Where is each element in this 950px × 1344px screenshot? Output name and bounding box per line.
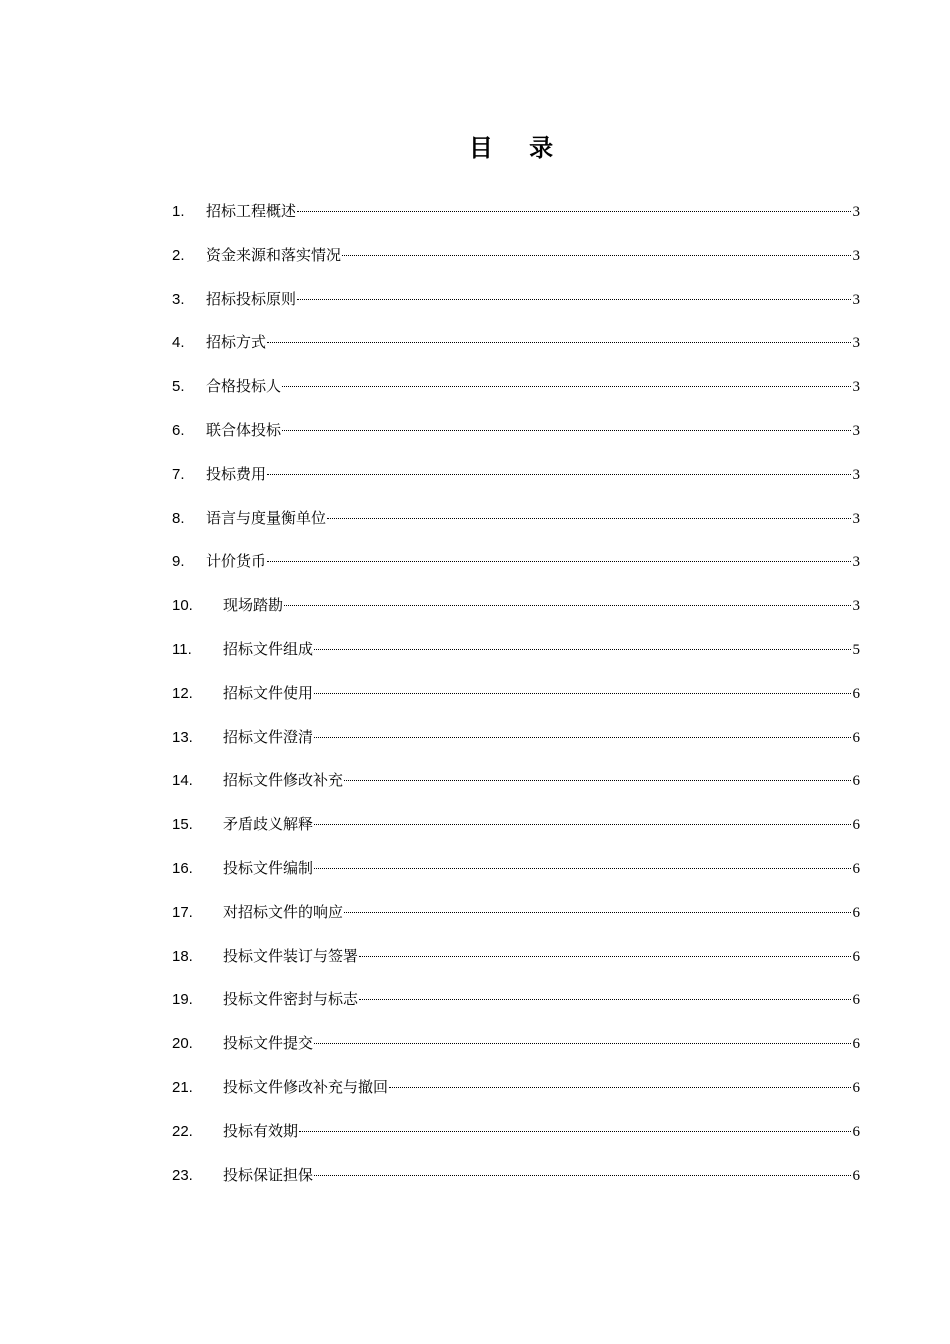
toc-entry[interactable] — [172, 590, 860, 634]
toc-entry[interactable] — [172, 240, 860, 284]
toc-entry[interactable] — [172, 1116, 860, 1160]
toc-entry[interactable] — [172, 459, 860, 503]
toc-entry-page-number: 3 — [852, 466, 860, 483]
toc-entry[interactable] — [172, 809, 860, 853]
toc-entry[interactable] — [172, 722, 860, 766]
toc-entry[interactable] — [172, 678, 860, 722]
toc-entry-page-number: 3 — [852, 247, 860, 264]
toc-entry[interactable] — [172, 1028, 860, 1072]
toc-entry-number: 1. — [172, 203, 185, 220]
toc-dot-leader — [297, 298, 851, 300]
toc-entry-label[interactable]: 投标文件编制 — [223, 858, 314, 877]
toc-entry[interactable] — [172, 284, 860, 328]
toc-dot-leader — [267, 473, 851, 475]
toc-entry-page-number: 3 — [852, 510, 860, 527]
toc-entry-number: 21. — [172, 1078, 193, 1096]
toc-entry-label[interactable]: 资金来源和落实情况 — [206, 245, 342, 264]
toc-entry-page-number: 3 — [852, 335, 860, 352]
toc-dot-leader — [314, 648, 851, 650]
toc-entry[interactable] — [172, 371, 860, 415]
toc-entry-page-number: 5 — [852, 641, 860, 658]
toc-entry-number: 10. — [172, 597, 193, 615]
toc-entry-label[interactable]: 计价货币 — [206, 552, 267, 571]
toc-entry-number: 6. — [172, 421, 185, 439]
toc-entry-page-number: 3 — [852, 598, 860, 615]
toc-entry-number: 5. — [172, 378, 185, 396]
toc-entry-page-number: 3 — [852, 379, 860, 396]
toc-entry-page-number: 6 — [852, 1079, 860, 1096]
toc-dot-leader — [344, 779, 851, 781]
toc-dot-leader — [267, 341, 851, 343]
toc-dot-leader — [299, 1130, 851, 1132]
toc-entry[interactable] — [172, 327, 860, 371]
toc-entry-number: 11. — [172, 640, 192, 658]
toc-entry-page-number: 6 — [852, 1123, 860, 1140]
toc-entry-label[interactable]: 投标文件装订与签署 — [223, 946, 359, 965]
toc-dot-leader — [314, 692, 851, 694]
toc-entry-number: 16. — [172, 859, 193, 877]
toc-entry-label[interactable]: 投标文件密封与标志 — [223, 990, 359, 1009]
toc-title: 目 录 — [468, 134, 568, 162]
toc-entry[interactable] — [172, 765, 860, 809]
toc-entry-page-number: 3 — [852, 291, 860, 308]
toc-entry-number: 8. — [172, 509, 185, 527]
toc-entry-label[interactable]: 现场踏勘 — [223, 596, 284, 615]
toc-entry-label[interactable]: 招标工程概述 — [206, 202, 297, 220]
toc-entry-number: 18. — [172, 947, 193, 965]
toc-entry-number: 17. — [172, 903, 193, 921]
toc-entry-label[interactable]: 招标文件组成 — [223, 639, 314, 658]
toc-entry-number: 12. — [172, 684, 193, 702]
toc-entry-label[interactable]: 招标方式 — [206, 333, 267, 352]
toc-dot-leader — [314, 736, 851, 738]
toc-dot-leader — [314, 867, 851, 869]
toc-entry-number: 20. — [172, 1035, 193, 1053]
toc-entry-label[interactable]: 合格投标人 — [206, 377, 282, 396]
toc-entry-label[interactable]: 对招标文件的响应 — [223, 902, 344, 921]
toc-entry-number: 13. — [172, 728, 193, 746]
toc-entry-number: 2. — [172, 246, 185, 264]
toc-dot-leader — [282, 429, 851, 431]
toc-dot-leader — [359, 955, 851, 957]
toc-entry-page-number: 6 — [852, 992, 860, 1009]
toc-entry[interactable] — [172, 853, 860, 897]
toc-entry-label[interactable]: 招标文件修改补充 — [223, 771, 344, 790]
toc-entry-number: 19. — [172, 991, 193, 1009]
toc-entry-label[interactable]: 招标文件澄清 — [223, 727, 314, 746]
toc-entry-page-number: 3 — [852, 422, 860, 439]
toc-entry-page-number: 6 — [852, 1036, 860, 1053]
toc-entry-label[interactable]: 招标投标原则 — [206, 289, 297, 308]
toc-entry-label[interactable]: 联合体投标 — [206, 420, 282, 439]
toc-dot-leader — [267, 560, 851, 562]
toc-entry-label[interactable]: 投标有效期 — [223, 1121, 299, 1140]
toc-entry-page-number: 6 — [852, 1167, 860, 1184]
toc-entry[interactable] — [172, 546, 860, 590]
toc-entry[interactable] — [172, 196, 860, 240]
toc-dot-leader — [282, 385, 851, 387]
toc-dot-leader — [284, 604, 851, 606]
toc-dot-leader — [297, 210, 851, 212]
toc-entry[interactable] — [172, 634, 860, 678]
toc-entry[interactable] — [172, 503, 860, 547]
toc-entry-label[interactable]: 投标文件提交 — [223, 1034, 314, 1053]
toc-entry[interactable] — [172, 1072, 860, 1116]
toc-entry[interactable] — [172, 897, 860, 941]
toc-entry[interactable] — [172, 984, 860, 1028]
toc-dot-leader — [314, 1042, 851, 1044]
toc-entry-page-number: 3 — [852, 554, 860, 571]
toc-dot-leader — [389, 1086, 851, 1088]
toc-entry-label[interactable]: 投标保证担保 — [223, 1165, 314, 1184]
toc-list — [172, 196, 860, 1203]
toc-entry[interactable] — [172, 415, 860, 459]
toc-entry-number: 4. — [172, 334, 185, 352]
toc-entry-page-number: 6 — [852, 817, 860, 834]
toc-entry-page-number: 6 — [852, 948, 860, 965]
toc-entry-label[interactable]: 语言与度量衡单位 — [206, 508, 327, 527]
toc-entry-label[interactable]: 投标文件修改补充与撤回 — [223, 1077, 389, 1096]
toc-entry-page-number: 6 — [852, 773, 860, 790]
toc-entry-number: 22. — [172, 1122, 193, 1140]
toc-entry[interactable] — [172, 1160, 860, 1204]
toc-entry-number: 3. — [172, 290, 185, 308]
toc-entry-page-number: 3 — [852, 204, 860, 220]
toc-entry-page-number: 6 — [852, 904, 860, 921]
toc-entry-page-number: 6 — [852, 729, 860, 746]
toc-dot-leader — [359, 998, 851, 1000]
toc-entry-page-number: 6 — [852, 860, 860, 877]
toc-dot-leader — [314, 1174, 851, 1176]
toc-dot-leader — [344, 911, 851, 913]
toc-entry-number: 23. — [172, 1166, 193, 1184]
toc-entry[interactable] — [172, 941, 860, 985]
toc-dot-leader — [314, 823, 851, 825]
toc-dot-leader — [327, 517, 851, 519]
toc-entry-number: 15. — [172, 816, 193, 834]
toc-dot-leader — [342, 254, 851, 256]
toc-entry-label[interactable]: 招标文件使用 — [223, 683, 314, 702]
toc-entry-number: 7. — [172, 465, 185, 483]
toc-entry-label[interactable]: 矛盾歧义解释 — [223, 815, 314, 834]
toc-entry-page-number: 6 — [852, 685, 860, 702]
toc-entry-label[interactable]: 投标费用 — [206, 464, 267, 483]
toc-entry-number: 14. — [172, 772, 193, 790]
toc-entry-number: 9. — [172, 553, 185, 571]
